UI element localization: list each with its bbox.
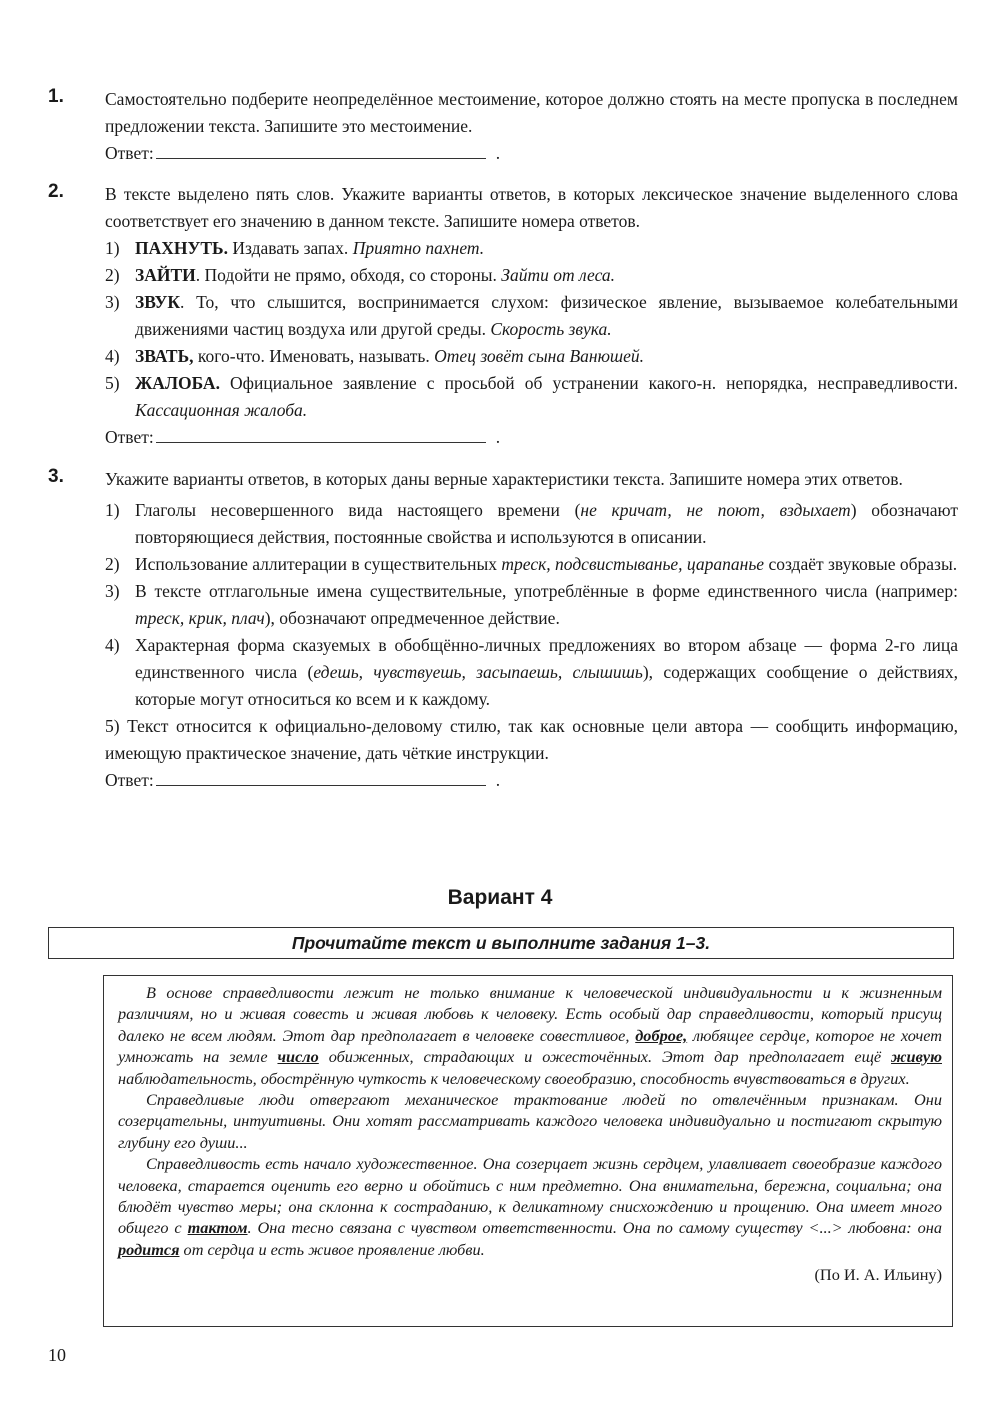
task-number: 1. <box>48 86 64 107</box>
option-definition: . Подойти не прямо, обходя, со стороны. <box>195 265 502 285</box>
option-definition: . То, что слышится, воспринимается слухом: физическое явление, вызываемое колебательными движениями частиц воздуха или другой среды. <box>135 292 958 339</box>
option-number: 5) <box>105 716 120 736</box>
option-text: ), содержащих сообщение о действиях, которые могут относиться ко всем и к каждому. <box>135 662 958 709</box>
passage-paragraph-3 <box>118 1153 942 1260</box>
answer-dot: . <box>495 427 501 447</box>
option-number: 3) <box>105 292 120 312</box>
option-definition: Официальное заявление с просьбой об устранении какого-н. непорядка, несправедливости. <box>219 373 958 393</box>
option-word: ЗАЙТИ <box>135 265 196 285</box>
answer-label: Ответ: <box>105 427 154 447</box>
answer-line[interactable] <box>156 767 486 786</box>
answer-line[interactable] <box>156 140 486 159</box>
passage-paragraph-1 <box>118 982 942 1089</box>
option-number: 2) <box>105 554 120 574</box>
passage-text: В основе справедливости лежит не только внимание к человеческой индивидуальности и к жизненным различиям, но и живая совесть и живая любовь к человеку. Есть особый дар справедливости, который присущ далеко не всем людям. Этот дар предполагает в человеке совестливое, <box>118 983 942 1045</box>
task-number: 2. <box>48 181 64 202</box>
passage-box <box>103 975 953 1327</box>
passage-paragraph-2: Справедливые люди отвергают механическое трактование людей по отвлечённым признакам. Они созерцательны, интуитивны. Они хотят рассматривать каждого человека индивидуально и постигают скрытую глубину его души... <box>118 1090 942 1152</box>
task-text: В тексте выделено пять слов. Укажите варианты ответов, в которых лексическое значение выделенного слова соответствует его значению в данном тексте. Запишите номера ответов. <box>105 184 958 231</box>
answer-label: Ответ: <box>105 143 154 163</box>
option-5 <box>105 713 958 767</box>
option-example: Отец зовёт сына Ванюшей. <box>434 346 645 366</box>
option-examples: треск, крик, плач <box>135 608 265 628</box>
option-example: Кассационная жалоба. <box>135 400 308 420</box>
option-text: ) обозначают повторяющиеся действия, постоянные свойства и используются в описании. <box>135 500 959 547</box>
option-text: Использование аллитерации в существительных <box>135 554 502 574</box>
option-2 <box>105 551 958 578</box>
option-text: Глаголы несовершенного вида настоящего времени ( <box>135 500 581 520</box>
option-example: Зайти от леса. <box>501 265 616 285</box>
keyword: доброе, <box>635 1025 688 1045</box>
page-number: 10 <box>48 1345 66 1365</box>
passage-text: наблюдательность, обострённую чуткость к человеческому своеобразию, способность вчувствоваться в других. <box>118 1068 910 1088</box>
option-number: 3) <box>105 581 120 601</box>
option-1 <box>105 235 958 262</box>
passage-text: любящее сердце, которое не хочет умножать на земле <box>118 1025 942 1067</box>
option-text: Текст относится к официально-деловому стилю, так как основные цели автора — сообщить информацию, имеющую практическое значение, дать чёткие инструкции. <box>105 716 959 763</box>
keyword: число <box>277 1047 319 1067</box>
task-text: Самостоятельно подберите неопределённое местоимение, которое должно стоять на месте пропуска в последнем предложении текста. Запишите это местоимение. <box>105 89 958 136</box>
option-number: 4) <box>105 635 120 655</box>
option-definition: кого-что. Именовать, называть. <box>193 346 435 366</box>
option-text: В тексте отглагольные имена существительные, употреблённые в форме единственного числа (например: <box>135 581 958 601</box>
keyword: родится <box>118 1239 180 1259</box>
option-examples: не кричат, не поют, вздыхает <box>580 500 851 520</box>
task-number: 3. <box>48 466 64 487</box>
option-number: 5) <box>105 373 120 393</box>
variant-title: Вариант 4 <box>447 886 553 909</box>
option-number: 1) <box>105 500 120 520</box>
option-2 <box>105 262 958 289</box>
option-number: 2) <box>105 265 120 285</box>
option-3 <box>105 289 958 343</box>
option-text: Характерная форма сказуемых в обобщённо-личных предложениях во втором абзаце — форма 2-го лица единственного числа ( <box>135 635 958 682</box>
passage-text: Справедливость есть начало художественное. Она созерцает жизнь сердцем, улавливает своеобразие каждого человека, старается оценить его верно и обойтись с ним предметно. Она внимательна, бережна, социальна; она блюдёт чувство меры; она склонна к состраданию, к деликатному снисхождению и прощению. Она имеет много общего с <box>118 1154 942 1238</box>
option-number: 4) <box>105 346 120 366</box>
passage-source: (По И. А. Ильину) <box>814 1265 942 1285</box>
answer-row <box>105 767 958 794</box>
passage-text: обиженных, страдающих и ожесточённых. Этот дар предполагает ещё <box>318 1047 892 1067</box>
option-examples: треск, подсвистыванье, царапанье <box>501 554 765 574</box>
task-text: Укажите варианты ответов, в которых даны верные характеристики текста. Запишите номера этих ответов. <box>105 469 903 489</box>
answer-dot: . <box>495 143 501 163</box>
keyword: живую <box>891 1047 942 1067</box>
option-example: Приятно пахнет. <box>352 238 485 258</box>
option-text: создаёт звуковые образы. <box>764 554 958 574</box>
passage-text: . Она тесно связана с чувством ответственности. Она по самому существу <...> любовна: она <box>247 1218 942 1238</box>
passage-text: от сердца и есть живое проявление любви. <box>179 1239 485 1259</box>
option-word: ЗВУК <box>135 292 181 312</box>
instruction-box: Прочитайте текст и выполните задания 1–3. <box>48 927 954 959</box>
option-1 <box>105 497 958 551</box>
option-word: ПАХНУТЬ. <box>135 238 228 258</box>
option-number: 1) <box>105 238 120 258</box>
option-example: Скорость звука. <box>490 319 612 339</box>
answer-dot: . <box>495 770 501 790</box>
option-examples: едешь, чувствуешь, засыпаешь, слышишь <box>313 662 643 682</box>
keyword: тактом <box>187 1218 248 1238</box>
option-4 <box>105 343 958 370</box>
option-definition: Издавать запах. <box>227 238 353 258</box>
option-4 <box>105 632 958 713</box>
answer-line[interactable] <box>156 424 486 443</box>
answer-row <box>105 424 958 451</box>
answer-label: Ответ: <box>105 770 154 790</box>
option-5 <box>105 370 958 424</box>
answer-row <box>105 140 958 167</box>
option-word: ЖАЛОБА. <box>135 373 220 393</box>
option-text: ), обозначают опредмеченное действие. <box>264 608 560 628</box>
option-3 <box>105 578 958 632</box>
option-word: ЗВАТЬ, <box>135 346 194 366</box>
